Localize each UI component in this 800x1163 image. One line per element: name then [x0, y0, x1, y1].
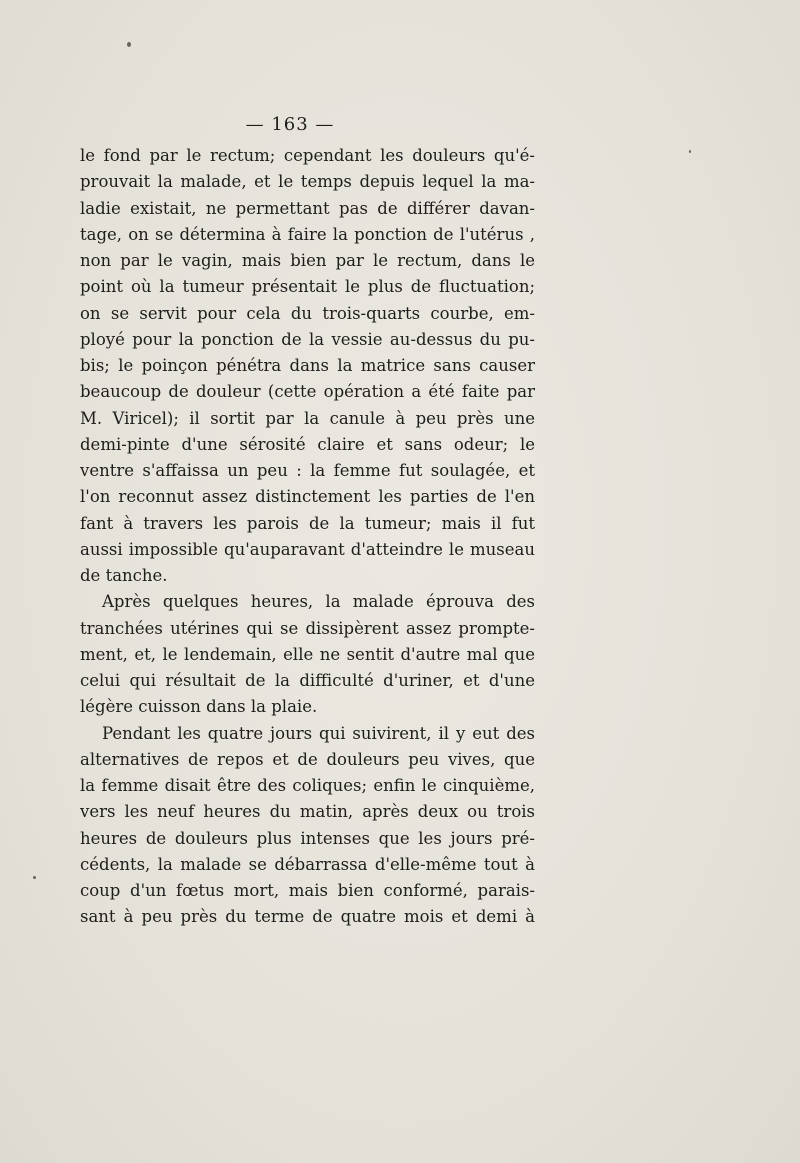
text-line: celui qui résultait de la difficulté d'uriner, et d'une	[80, 671, 535, 690]
text-line: point où la tumeur présentait le plus de fluctuation;	[80, 277, 535, 297]
text-line: tage, on se détermina à faire la ponction de l'utérus ,	[80, 224, 535, 244]
text-line: cédents, la malade se débarrassa d'elle-même tout à	[80, 854, 535, 874]
text-line: alternatives de repos et de douleurs peu vives, que	[80, 749, 535, 769]
text-line: ventre s'affaissa un peu : la femme fut soulagée, et	[80, 461, 535, 480]
text-line: demi-pinte d'une sérosité claire et sans odeur; le	[80, 434, 535, 454]
text-line: ment, et, le lendemain, elle ne sentit d'autre mal que	[80, 644, 535, 664]
text-line: beaucoup de douleur (cette opération a été faite par	[80, 382, 535, 402]
text-line: on se servit pour cela du trois-quarts courbe, em-	[80, 303, 535, 323]
paragraph	[80, 721, 535, 931]
text-line: l'on reconnut assez distinctement les parties de l'en	[80, 487, 535, 507]
text-line: Après quelques heures, la malade éprouva des	[102, 592, 535, 612]
text-line: M. Viricel); il sortit par la canule à peu près une	[80, 408, 535, 428]
text-line: coup d'un fœtus mort, mais bien conformé, parais-	[80, 881, 535, 900]
text-line: heures de douleurs plus intenses que les jours pré-	[80, 828, 535, 848]
page-number: — 163 —	[245, 114, 335, 135]
text-line: tranchées utérines qui se dissipèrent assez prompte-	[80, 618, 535, 638]
text-line: légère cuisson dans la plaie.	[80, 697, 318, 717]
text-line: de tanche.	[80, 566, 168, 585]
text-line: le fond par le rectum; cependant les douleurs qu'é-	[80, 146, 535, 165]
ink-speck	[127, 42, 131, 47]
body-text	[80, 143, 535, 931]
text-line: sant à peu près du terme de quatre mois et demi à	[80, 907, 535, 927]
text-line: bis; le poinçon pénétra dans la matrice sans causer	[80, 356, 535, 375]
text-line: fant à travers les parois de la tumeur; mais il fut	[80, 513, 535, 533]
text-line: vers les neuf heures du matin, après deux ou trois	[80, 802, 535, 822]
ink-speck	[689, 150, 691, 153]
paragraph	[80, 143, 535, 589]
text-line: non par le vagin, mais bien par le rectum, dans le	[80, 251, 535, 270]
text-line: prouvait la malade, et le temps depuis lequel la ma-	[80, 172, 535, 192]
text-line: ployé pour la ponction de la vessie au-dessus du pu-	[80, 329, 535, 349]
paragraph	[80, 589, 535, 720]
text-line: ladie existait, ne permettant pas de différer davan-	[80, 198, 535, 218]
text-line: aussi impossible qu'auparavant d'atteindre le museau	[80, 539, 535, 559]
ink-speck	[33, 876, 36, 879]
text-line: Pendant les quatre jours qui suivirent, il y eut des	[102, 723, 535, 743]
text-line: la femme disait être des coliques; enfin le cinquième,	[80, 776, 535, 795]
